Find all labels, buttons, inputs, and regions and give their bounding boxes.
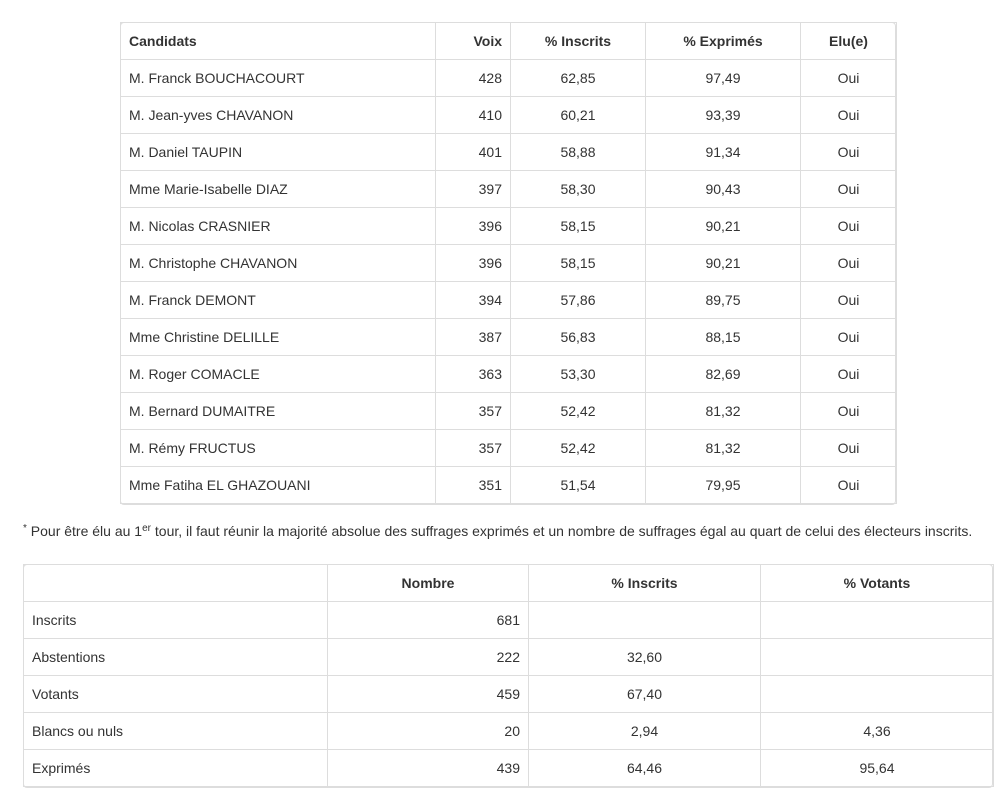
table-row: [121, 467, 897, 504]
footnote: [23, 523, 972, 539]
header-candidats: Candidats: [121, 23, 436, 60]
pct-votants-cell: [761, 676, 994, 713]
footnote-text-end: tour, il faut réunir la majorité absolue des suffrages exprimés et un nombre de suffrages égal au quart de celui des électeurs inscrits.: [151, 523, 973, 539]
pct-exprimes-cell: 97,49: [646, 60, 801, 97]
pct-inscrits-cell: 53,30: [511, 356, 646, 393]
candidates-table: [120, 22, 897, 504]
pct-inscrits-cell: 57,86: [511, 282, 646, 319]
pct-inscrits-cell: 32,60: [529, 639, 761, 676]
pct-inscrits-cell: [529, 602, 761, 639]
candidate-name-cell: M. Daniel TAUPIN: [121, 134, 436, 171]
pct-inscrits-cell: 52,42: [511, 393, 646, 430]
candidates-body: [121, 60, 897, 504]
votes-cell: 357: [436, 393, 511, 430]
elected-cell: Oui: [801, 430, 897, 467]
votes-cell: 387: [436, 319, 511, 356]
pct-exprimes-cell: 89,75: [646, 282, 801, 319]
table-row: [24, 713, 994, 750]
votes-cell: 401: [436, 134, 511, 171]
pct-votants-cell: 4,36: [761, 713, 994, 750]
header-pct-exprimes: % Exprimés: [646, 23, 801, 60]
header-empty: [24, 565, 328, 602]
pct-exprimes-cell: 91,34: [646, 134, 801, 171]
pct-inscrits-cell: 51,54: [511, 467, 646, 504]
summary-table: [23, 564, 994, 787]
elected-cell: Oui: [801, 282, 897, 319]
nombre-cell: 20: [328, 713, 529, 750]
pct-exprimes-cell: 90,21: [646, 208, 801, 245]
summary-body: [24, 602, 994, 787]
pct-inscrits-cell: 64,46: [529, 750, 761, 787]
summary-label-cell: Votants: [24, 676, 328, 713]
table-row: [24, 750, 994, 787]
candidate-name-cell: M. Roger COMACLE: [121, 356, 436, 393]
footnote-text-start: Pour être élu au 1: [26, 523, 143, 539]
elected-cell: Oui: [801, 356, 897, 393]
candidate-name-cell: M. Nicolas CRASNIER: [121, 208, 436, 245]
pct-exprimes-cell: 81,32: [646, 393, 801, 430]
table-row: [121, 60, 897, 97]
table-row: [121, 171, 897, 208]
header-elu: Elu(e): [801, 23, 897, 60]
votes-cell: 396: [436, 245, 511, 282]
candidate-name-cell: M. Franck DEMONT: [121, 282, 436, 319]
table-row: [24, 676, 994, 713]
elected-cell: Oui: [801, 245, 897, 282]
elected-cell: Oui: [801, 60, 897, 97]
votes-cell: 357: [436, 430, 511, 467]
header-nombre: Nombre: [328, 565, 529, 602]
elected-cell: Oui: [801, 171, 897, 208]
candidates-header-row: [121, 23, 897, 60]
pct-inscrits-cell: 62,85: [511, 60, 646, 97]
pct-votants-cell: 95,64: [761, 750, 994, 787]
nombre-cell: 681: [328, 602, 529, 639]
votes-cell: 396: [436, 208, 511, 245]
table-row: [121, 319, 897, 356]
pct-exprimes-cell: 81,32: [646, 430, 801, 467]
pct-inscrits-cell: 2,94: [529, 713, 761, 750]
candidate-name-cell: M. Jean-yves CHAVANON: [121, 97, 436, 134]
pct-exprimes-cell: 90,21: [646, 245, 801, 282]
table-row: [24, 602, 994, 639]
header-voix: Voix: [436, 23, 511, 60]
header-pct-inscrits: % Inscrits: [529, 565, 761, 602]
table-row: [121, 245, 897, 282]
header-pct-inscrits: % Inscrits: [511, 23, 646, 60]
elected-cell: Oui: [801, 467, 897, 504]
votes-cell: 351: [436, 467, 511, 504]
table-row: [121, 282, 897, 319]
table-row: [121, 393, 897, 430]
pct-votants-cell: [761, 602, 994, 639]
elected-cell: Oui: [801, 134, 897, 171]
summary-header-row: [24, 565, 994, 602]
votes-cell: 397: [436, 171, 511, 208]
votes-cell: 363: [436, 356, 511, 393]
pct-inscrits-cell: 67,40: [529, 676, 761, 713]
candidate-name-cell: M. Franck BOUCHACOURT: [121, 60, 436, 97]
pct-inscrits-cell: 58,15: [511, 208, 646, 245]
elected-cell: Oui: [801, 319, 897, 356]
table-row: [24, 639, 994, 676]
votes-cell: 428: [436, 60, 511, 97]
pct-inscrits-cell: 58,88: [511, 134, 646, 171]
table-row: [121, 134, 897, 171]
pct-exprimes-cell: 93,39: [646, 97, 801, 134]
summary-label-cell: Abstentions: [24, 639, 328, 676]
pct-inscrits-cell: 52,42: [511, 430, 646, 467]
summary-label-cell: Exprimés: [24, 750, 328, 787]
candidate-name-cell: Mme Marie-Isabelle DIAZ: [121, 171, 436, 208]
summary-label-cell: Inscrits: [24, 602, 328, 639]
candidate-name-cell: M. Rémy FRUCTUS: [121, 430, 436, 467]
nombre-cell: 222: [328, 639, 529, 676]
candidate-name-cell: M. Christophe CHAVANON: [121, 245, 436, 282]
elected-cell: Oui: [801, 208, 897, 245]
pct-inscrits-cell: 56,83: [511, 319, 646, 356]
table-row: [121, 430, 897, 467]
footnote-marker: *: [23, 523, 27, 534]
summary-label-cell: Blancs ou nuls: [24, 713, 328, 750]
votes-cell: 410: [436, 97, 511, 134]
elected-cell: Oui: [801, 393, 897, 430]
pct-inscrits-cell: 60,21: [511, 97, 646, 134]
pct-inscrits-cell: 58,15: [511, 245, 646, 282]
pct-exprimes-cell: 88,15: [646, 319, 801, 356]
footnote-superscript: er: [142, 523, 151, 534]
candidate-name-cell: Mme Fatiha EL GHAZOUANI: [121, 467, 436, 504]
elected-cell: Oui: [801, 97, 897, 134]
table-row: [121, 356, 897, 393]
pct-exprimes-cell: 82,69: [646, 356, 801, 393]
table-row: [121, 97, 897, 134]
pct-inscrits-cell: 58,30: [511, 171, 646, 208]
votes-cell: 394: [436, 282, 511, 319]
pct-exprimes-cell: 79,95: [646, 467, 801, 504]
candidate-name-cell: Mme Christine DELILLE: [121, 319, 436, 356]
nombre-cell: 459: [328, 676, 529, 713]
header-pct-votants: % Votants: [761, 565, 994, 602]
table-row: [121, 208, 897, 245]
pct-exprimes-cell: 90,43: [646, 171, 801, 208]
pct-votants-cell: [761, 639, 994, 676]
nombre-cell: 439: [328, 750, 529, 787]
candidate-name-cell: M. Bernard DUMAITRE: [121, 393, 436, 430]
